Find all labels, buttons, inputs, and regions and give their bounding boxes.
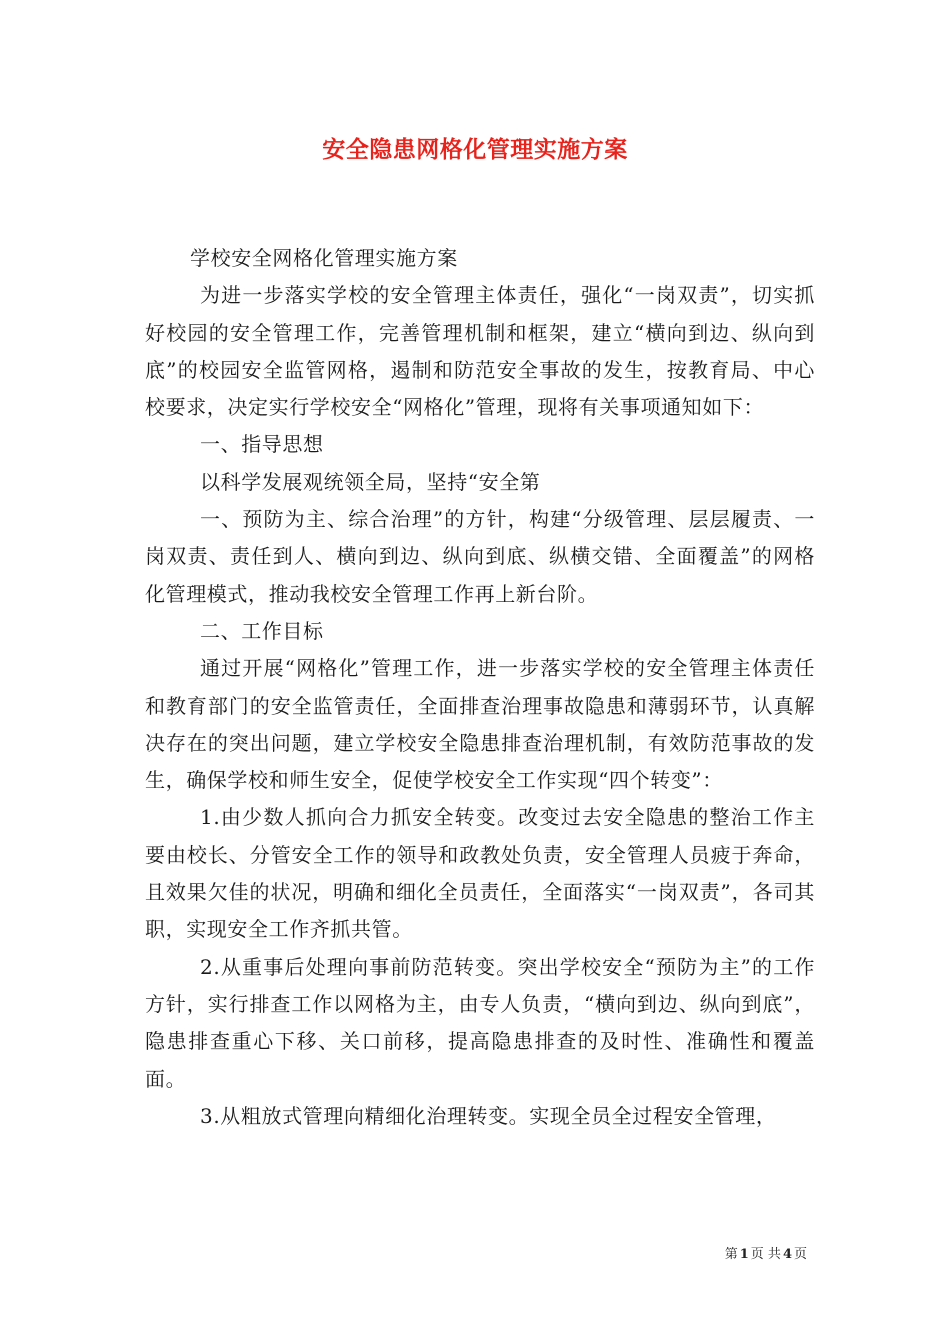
paragraph-work-goals: 通过开展“网格化”管理工作，进一步落实学校的安全管理主体责任和教育部门的安全监管责任，全面排查治理事故隐患和薄弱环节，认真解决存在的突出问题，建立学校安全隐患排查治理机制，有效防范事故的发生，确保学校和师生安全，促使学校安全工作实现“四个转变”： — [145, 656, 815, 793]
document-body — [145, 240, 815, 1135]
paragraph-intro: 为进一步落实学校的安全管理主体责任，强化“一岗双责”，切实抓好校园的安全管理工作，完善管理机制和框架，建立“横向到边、纵向到底”的校园安全监管网格，遏制和防范安全事故的发生，按教育局、中心校要求，决定实行学校安全“网格化”管理，现将有关事项通知如下： — [145, 283, 815, 420]
section-heading-guiding-thought: 一、指导思想 — [200, 432, 324, 457]
paragraph-item-1: 1.由少数人抓向合力抓安全转变。改变过去安全隐患的整治工作主要由校长、分管安全工作的领导和政教处负责，安全管理人员疲于奔命，且效果欠佳的状况，明确和细化全员责任，全面落实“一岗双责”，各司其职，实现安全工作齐抓共管。 — [145, 805, 815, 942]
section-heading-work-goals: 二、工作目标 — [200, 618, 324, 643]
footer-prefix: 第 — [724, 1247, 738, 1262]
footer-middle: 页 共 — [750, 1247, 781, 1262]
paragraph-guiding-thought: 一、预防为主、综合治理”的方针，构建“分级管理、层层履责、一岗双责、责任到人、横向到边、纵向到底、纵横交错、全面覆盖”的网格化管理模式，推动我校安全管理工作再上新台阶。 — [145, 507, 815, 606]
footer-total-pages: 4 — [782, 1247, 792, 1262]
page-footer — [0, 1246, 807, 1264]
document-title: 安全隐患网格化管理实施方案 — [322, 136, 628, 163]
paragraph-item-3: 3.从粗放式管理向精细化治理转变。实现全员全过程安全管理， — [200, 1103, 777, 1128]
paragraph-guiding-thought-start: 以科学发展观统领全局，坚持“安全第 — [200, 469, 541, 494]
paragraph-item-2: 2.从重事后处理向事前防范转变。突出学校安全“预防为主”的工作方针，实行排查工作以网格为主，由专人负责，“横向到边、纵向到底”，隐患排查重心下移、关口前移，提高隐患排查的及时性、准确性和覆盖面。 — [145, 954, 815, 1091]
document-subtitle: 学校安全网格化管理实施方案 — [190, 246, 458, 270]
footer-suffix: 页 — [793, 1247, 807, 1262]
footer-current-page: 1 — [739, 1247, 749, 1262]
